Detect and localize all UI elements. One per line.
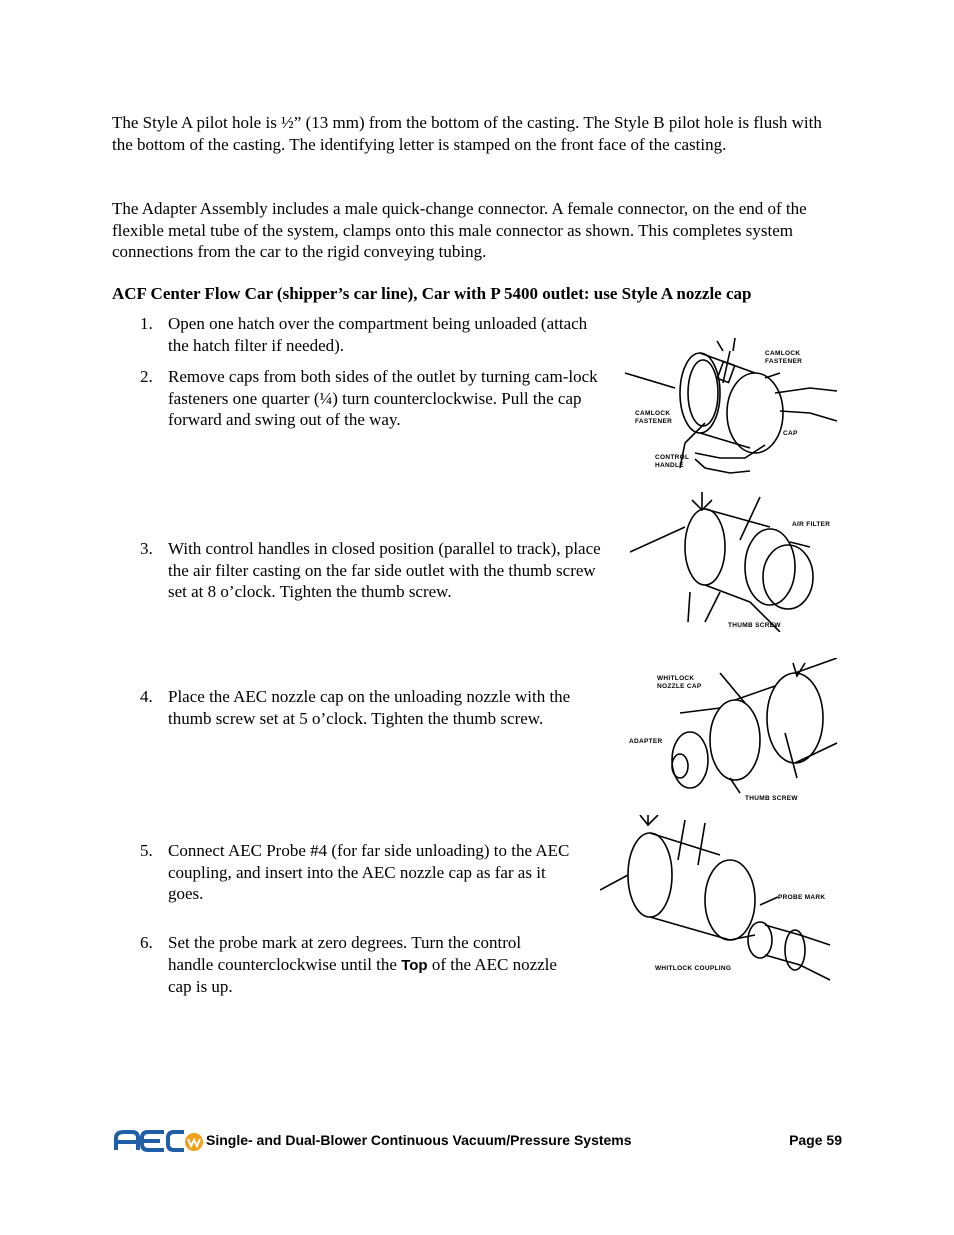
step-number: 4. [140,687,153,706]
figure-nozzle-cap [625,658,840,803]
label-thumb-screw: THUMB SCREW [728,622,781,629]
step-5 [140,840,580,906]
label-probe-mark: PROBE MARK [778,894,826,901]
top-emphasis: Top [401,956,428,974]
label-camlock-fastener-left: CAMLOCK [635,410,671,417]
figure-air-filter [630,492,840,632]
label-control-handle: CONTROL [655,454,690,461]
step-number: 5. [140,841,153,860]
label-whitlock-coupling: WHITLOCK COUPLING [655,965,732,972]
figure-camlock-removal [625,333,840,478]
step-text: Place the AEC nozzle cap on the unloading nozzle with the thumb screw set at 5 o’clock. Tighten the thumb screw. [168,687,571,728]
page-footer [112,1126,842,1156]
label-thumb-screw-2: THUMB SCREW [745,795,798,802]
label-camlock-fastener-top: CAMLOCK [765,350,801,357]
step-text: With control handles in closed position (parallel to track), place the air filter casting on the far side outlet with the thumb screw set at 8 o’clock. Tighten the thumb screw. [168,539,601,601]
footer-title: Single- and Dual-Blower Continuous Vacuum/Pressure Systems [206,1132,632,1148]
probe-illustration [600,815,835,995]
page-number: Page 59 [789,1132,842,1148]
intro-paragraph-1: The Style A pilot hole is ½” (13 mm) from the bottom of the casting. The Style B pilot hole is flush with the bottom of the casting. The identifying letter is stamped on the front face of the casting. [112,113,822,154]
step-number: 1. [140,314,153,333]
aec-logo [112,1126,204,1159]
label-air-filter: AIR FILTER [792,521,831,528]
step-number: 6. [140,933,153,952]
label-cap: CAP [783,430,798,437]
section-heading: ACF Center Flow Car (shipper’s car line), Car with P 5400 outlet: use Style A nozzle cap [112,284,752,303]
step-4 [140,686,600,752]
label-adapter: ADAPTER [629,738,663,745]
label-control-handle-2: HANDLE [655,462,684,469]
label-camlock-fastener-left-2: FASTENER [635,418,673,425]
step-2 [140,366,610,432]
step-number: 2. [140,367,153,386]
air-filter-illustration [630,492,840,632]
figure-probe [600,815,835,995]
step-6 [140,932,580,998]
step-text: Remove caps from both sides of the outlet by turning cam-lock fasteners one quarter (¼) turn counterclockwise. Pull the cap forward and swing out of the way. [168,367,598,429]
camlock-illustration [625,333,840,478]
label-nozzle-cap: NOZZLE CAP [657,683,702,690]
intro-paragraph-2: The Adapter Assembly includes a male quick-change connector. A female connector, on the end of the flexible metal tube of the system, clamps onto this male connector as shown. This completes system connections from the car to the rigid conveying tubing. [112,199,807,261]
step-3 [140,538,610,604]
label-whitlock: WHITLOCK [657,675,695,682]
step-1 [140,313,610,357]
nozzle-cap-illustration [625,658,840,803]
step-number: 3. [140,539,153,558]
step-text: Open one hatch over the compartment being unloaded (attach the hatch filter if needed). [168,314,588,355]
label-camlock-fastener-top-2: FASTENER [765,358,803,365]
aec-logo-icon [112,1126,204,1154]
step-text: Set the probe mark at zero degrees. Turn the control handle counterclockwise until the Top of the AEC nozzle cap is up. [168,933,557,996]
step-text: Connect AEC Probe #4 (for far side unloading) to the AEC coupling, and insert into the AEC nozzle cap as far as it goes. [168,841,570,903]
